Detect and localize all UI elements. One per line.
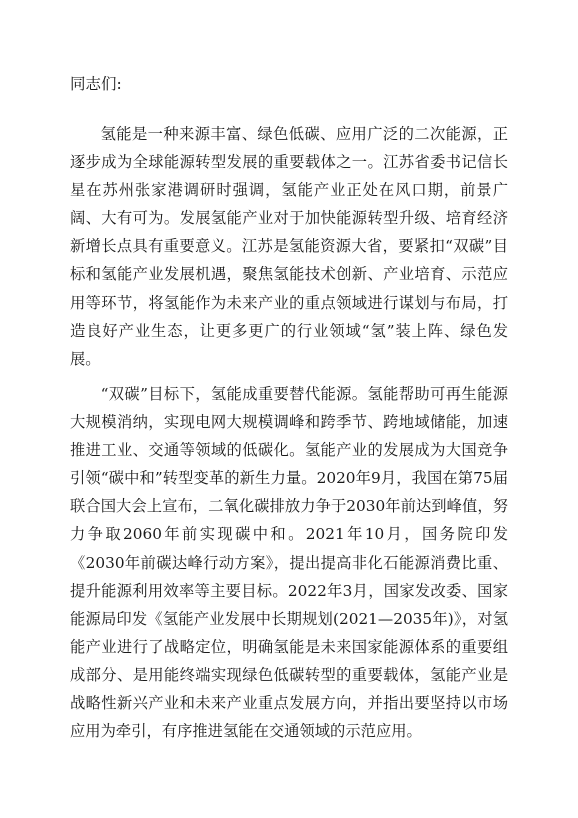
paragraph-hydrogen-energy-overview: 氢能是一种来源丰富、绿色低碳、应用广泛的二次能源，正逐步成为全球能源转型发展的重要载体之一。江苏省委书记信长星在苏州张家港调研时强调，氢能产业正处在风口期，前景广阔、大有可为。发展氢能产业对于加快能源转型升级、培育经济新增长点具有重要意义。江苏是氢能资源大省，要紧扣“双碳”目标和氢能产业发展机遇，聚焦氢能技术创新、产业培育、示范应用等环节，将氢能作为未来产业的重点领域进行谋划与布局，打造良好产业生态，让更多更广的行业领域“氢”装上阵、绿色发展。 [70, 125, 508, 368]
salutation: 同志们: [70, 75, 122, 93]
paragraph-dual-carbon-policy: “双碳”目标下，氢能成重要替代能源。氢能帮助可再生能源大规模消纳，实现电网大规模调峰和跨季节、跨地域储能，加速推进工业、交通等领域的低碳化。氢能产业的发展成为大国竞争引领“碳中和”转型变革的新生力量。2020年9月，我国在第75届联合国大会上宣布，二氧化碳排放力争于2030年前达到峰值，努力争取2060年前实现碳中和。2021年10月，国务院印发《2030年前碳达峰行动方案》，提出提高非化石能源消费比重、提升能源利用效率等主要目标。2022年3月，国家发改委、国家能源局印发《氢能产业发展中长期规划(2021—2035年)》，对氢能产业进行了战略定位，明确氢能是未来国家能源体系的重要组成部分、是用能终端实现绿色低碳转型的重要载体，氢能产业是战略性新兴产业和未来产业重点发展方向，并指出要坚持以市场应用为牵引，有序推进氢能在交通领域的示范应用。 [70, 385, 508, 741]
